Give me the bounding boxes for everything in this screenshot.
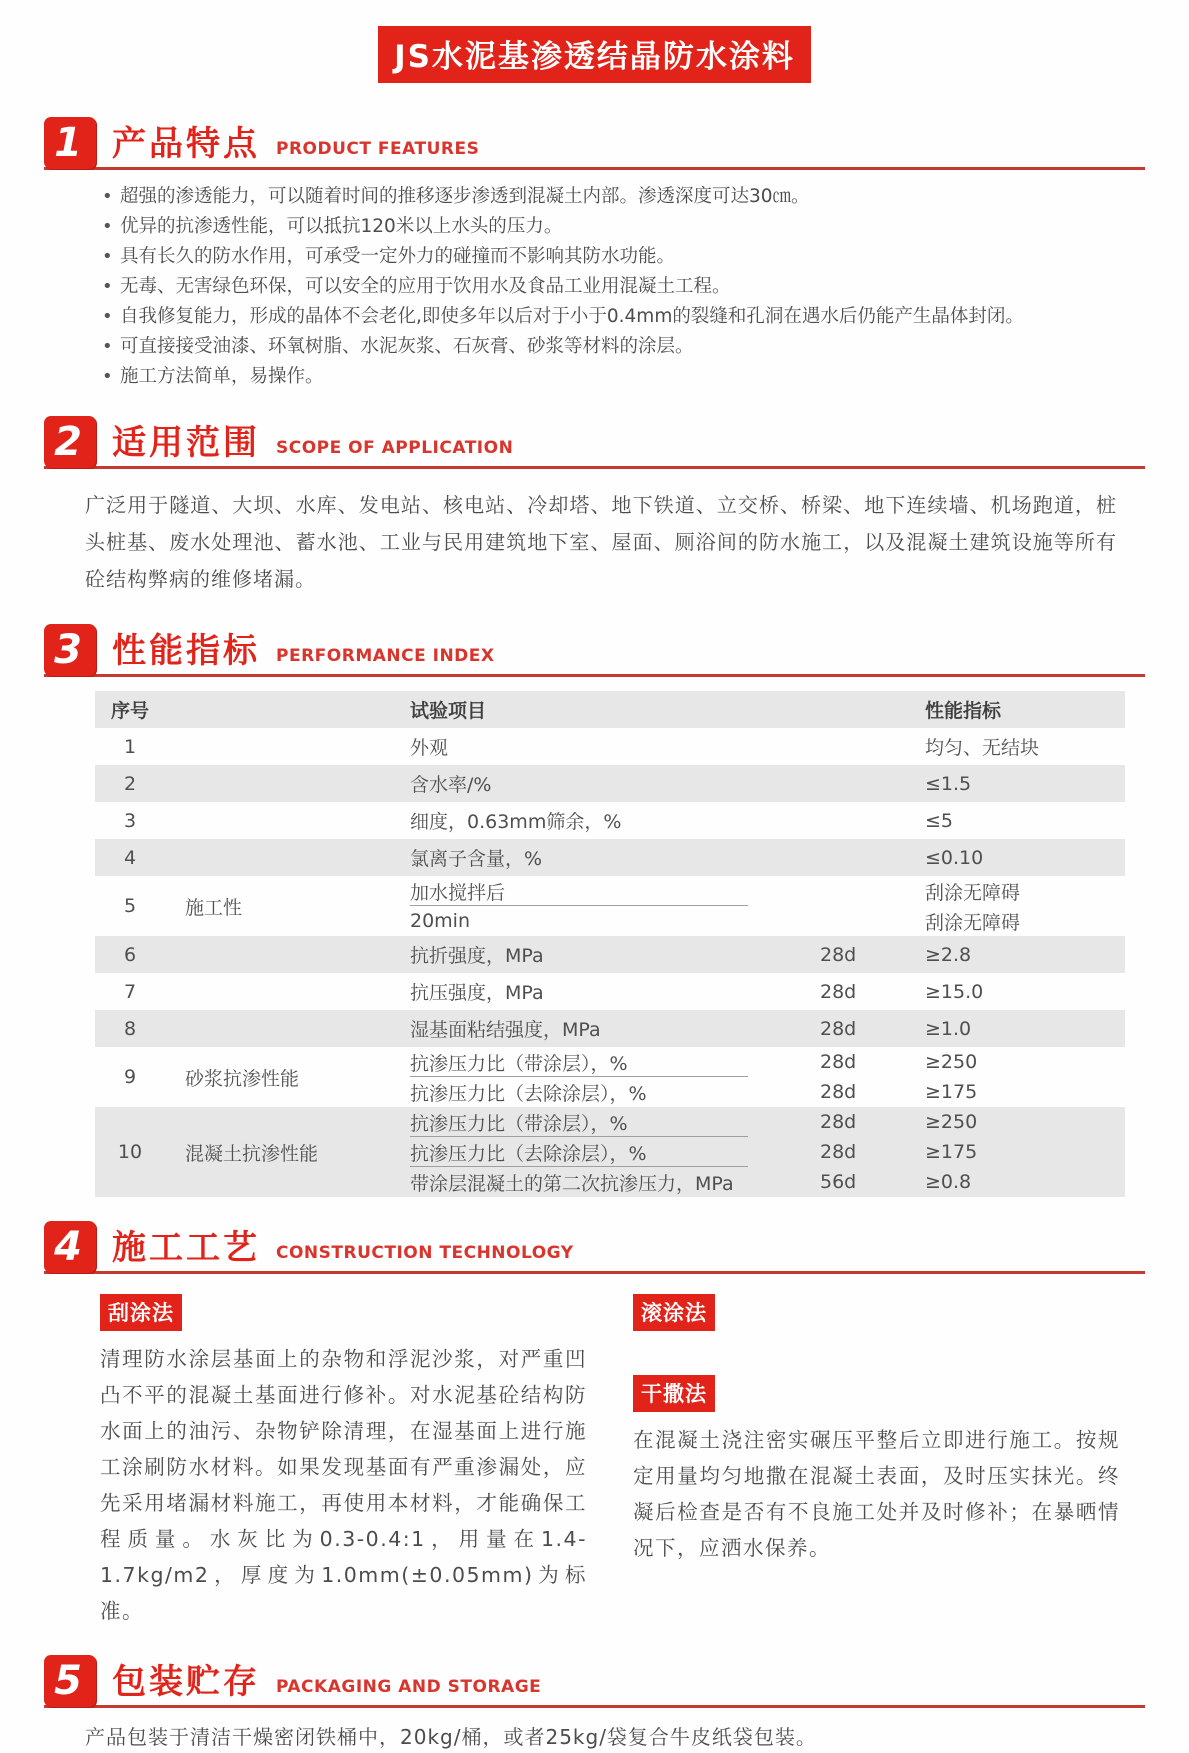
table-row bbox=[95, 765, 1125, 802]
section-title-scope: 适用范围 bbox=[112, 423, 260, 463]
cell-no: 2 bbox=[95, 765, 165, 802]
cell-age: 28d bbox=[820, 980, 857, 1003]
cell-val: 刮涂无障碍 bbox=[925, 881, 1021, 904]
cell-age bbox=[820, 802, 925, 839]
method-scrape-text: 清理防水涂层基面上的杂物和浮泥沙浆，对严重凹凸不平的混凝土基面进行修补。对水泥基砼结构防水面上的油污、杂物铲除清理，在湿基面上进行施工涂刷防水材料。如果发现基面有严重渗漏处，应先采用堵漏材料施工，再使用本材料，才能确保工程质量。水灰比为0.3-0.4:1，用量在1.4-1.7kg/m2，厚度为1.0mm(±0.05mm)为标准。 bbox=[100, 1347, 587, 1623]
cell-val: ≥1.0 bbox=[925, 1010, 1125, 1047]
list-item: • 自我修复能力，形成的晶体不会老化,即使多年以后对于小于0.4mm的裂缝和孔洞在遇水后仍能产生晶体封闭。 bbox=[100, 302, 1145, 332]
table-row bbox=[95, 1010, 1125, 1047]
cell-cat: 混凝土抗渗性能 bbox=[165, 1107, 410, 1197]
cell-age bbox=[820, 765, 925, 802]
col-header-cat bbox=[165, 691, 410, 728]
table-row bbox=[95, 839, 1125, 876]
cell-val: 均匀、无结块 bbox=[925, 737, 1040, 759]
cell-item: 细度，0.63mm筛余，% bbox=[410, 811, 622, 833]
cell-no: 6 bbox=[95, 936, 165, 973]
cell-cat bbox=[165, 728, 410, 765]
cell-val: ≥250 bbox=[925, 1051, 978, 1073]
table-row-group bbox=[95, 1107, 1125, 1137]
cell-item: 外观 bbox=[410, 737, 449, 759]
section-subtitle-packaging: PACKAGING AND STORAGE bbox=[276, 1677, 542, 1697]
cell-age: 56d bbox=[820, 1167, 925, 1197]
method-badge-scrape: 刮涂法 bbox=[100, 1294, 182, 1331]
method-badge-dry: 干撒法 bbox=[633, 1375, 715, 1412]
cell-age bbox=[820, 839, 925, 876]
cell-cat bbox=[165, 973, 410, 1010]
construction-methods bbox=[100, 1294, 1145, 1629]
cell-no: 9 bbox=[123, 1066, 137, 1088]
cell-age bbox=[820, 876, 925, 906]
datasheet-page bbox=[0, 26, 1189, 1753]
table-row bbox=[95, 973, 1125, 1010]
cell-val: ≥2.8 bbox=[925, 936, 1125, 973]
cell-val: ≤0.10 bbox=[925, 839, 1125, 876]
cell-item: 氯离子含量，% bbox=[410, 839, 820, 876]
cell-no: 10 bbox=[95, 1107, 165, 1197]
cell-item: 抗折强度，MPa bbox=[410, 936, 820, 973]
cell-val: 刮涂无障碍 bbox=[925, 911, 1021, 934]
section-header-construction bbox=[44, 1221, 1145, 1274]
cell-cat bbox=[165, 936, 410, 973]
list-item: • 超强的渗透能力，可以随着时间的推移逐步渗透到混凝土内部。渗透深度可达30㎝。 bbox=[100, 182, 1145, 212]
method-scrape-coating bbox=[100, 1294, 587, 1629]
cell-val: ≤5 bbox=[925, 809, 954, 832]
list-item: • 具有长久的防水作用，可承受一定外力的碰撞而不影响其防水功能。 bbox=[100, 242, 1145, 272]
cell-cat: 砂浆抗渗性能 bbox=[185, 1067, 300, 1090]
packaging-paragraph: 产品包装于清洁干燥密闭铁桶中，20kg/桶，或者25kg/袋复合牛皮纸袋包装。 bbox=[85, 1725, 817, 1749]
cell-no: 1 bbox=[123, 735, 137, 758]
list-item: • 优异的抗渗透性能，可以抵抗120米以上水头的压力。 bbox=[100, 212, 1145, 242]
section-title-packaging: 包装贮存 bbox=[112, 1662, 260, 1702]
section-number-3: 3 bbox=[44, 624, 96, 676]
cell-item: 抗压强度，MPa bbox=[410, 982, 544, 1004]
cell-age: 28d bbox=[820, 1137, 925, 1167]
cell-age bbox=[820, 906, 925, 936]
cell-item: 抗渗压力比（去除涂层），% bbox=[410, 1137, 820, 1167]
section-number-1: 1 bbox=[44, 117, 96, 169]
section-header-features bbox=[44, 117, 1145, 170]
cell-no: 8 bbox=[95, 1010, 165, 1047]
section-number-5: 5 bbox=[44, 1655, 96, 1707]
cell-no: 3 bbox=[123, 809, 137, 832]
cell-age bbox=[820, 728, 925, 765]
list-item: • 可直接接受油漆、环氧树脂、水泥灰浆、石灰膏、砂浆等材料的涂层。 bbox=[100, 332, 1145, 362]
table-header-row bbox=[95, 691, 1125, 728]
product-title-banner bbox=[378, 26, 811, 83]
product-title: JS水泥基渗透结晶防水涂料 bbox=[394, 39, 795, 75]
cell-val: ≥175 bbox=[925, 1081, 978, 1103]
cell-no: 7 bbox=[123, 980, 137, 1003]
cell-item: 抗渗压力比（去除涂层），% bbox=[410, 1082, 647, 1105]
table-row-group bbox=[95, 1047, 1125, 1077]
col-header-no: 序号 bbox=[95, 691, 165, 728]
cell-cat bbox=[165, 1010, 410, 1047]
cell-val: ≥15.0 bbox=[925, 980, 984, 1003]
cell-val: ≥0.8 bbox=[925, 1167, 1125, 1197]
cell-age: 28d bbox=[820, 1081, 857, 1103]
col-header-item: 试验项目 bbox=[410, 691, 820, 728]
section-header-performance bbox=[44, 624, 1145, 677]
spacer bbox=[633, 1331, 1120, 1375]
section-title-features: 产品特点 bbox=[112, 124, 260, 164]
section-title-performance: 性能指标 bbox=[112, 631, 260, 671]
cell-age: 28d bbox=[820, 1010, 925, 1047]
section-number-2: 2 bbox=[44, 416, 96, 468]
method-column-right bbox=[633, 1294, 1120, 1629]
list-item: • 施工方法简单，易操作。 bbox=[100, 362, 1145, 392]
col-header-index: 性能指标 bbox=[925, 691, 1125, 728]
cell-item: 加水搅拌后 bbox=[410, 876, 820, 906]
cell-val: ≤1.5 bbox=[925, 765, 1125, 802]
cell-item: 含水率/% bbox=[410, 765, 820, 802]
section-title-construction: 施工工艺 bbox=[112, 1228, 260, 1268]
cell-val: ≥250 bbox=[925, 1107, 1125, 1137]
cell-item: 带涂层混凝土的第二次抗渗压力，MPa bbox=[410, 1167, 820, 1197]
method-badge-roll: 滚涂法 bbox=[633, 1294, 715, 1331]
cell-item: 20min bbox=[410, 910, 471, 932]
cell-cat bbox=[165, 802, 410, 839]
section-header-scope bbox=[44, 416, 1145, 469]
method-dry-text: 在混凝土浇注密实碾压平整后立即进行施工。按规定用量均匀地撒在混凝土表面，及时压实抹光。终凝后检查是否有不良施工处并及时修补；在暴晒情况下，应洒水保养。 bbox=[633, 1428, 1120, 1560]
table-row bbox=[95, 936, 1125, 973]
list-item: • 无毒、无害绿色环保，可以安全的应用于饮用水及食品工业用混凝土工程。 bbox=[100, 272, 1145, 302]
cell-age: 28d bbox=[820, 1107, 925, 1137]
cell-no: 4 bbox=[95, 839, 165, 876]
cell-no: 5 bbox=[123, 895, 137, 917]
section-number-4: 4 bbox=[44, 1221, 96, 1273]
table-row bbox=[95, 802, 1125, 839]
table-row-group bbox=[95, 876, 1125, 906]
section-subtitle-scope: SCOPE OF APPLICATION bbox=[276, 438, 514, 458]
cell-cat bbox=[165, 839, 410, 876]
cell-item: 抗渗压力比（带涂层），% bbox=[410, 1107, 820, 1137]
cell-cat bbox=[165, 765, 410, 802]
table-row bbox=[95, 728, 1125, 765]
section-subtitle-features: PRODUCT FEATURES bbox=[276, 139, 480, 159]
performance-table bbox=[95, 691, 1125, 1197]
cell-item: 抗渗压力比（带涂层），% bbox=[410, 1047, 820, 1077]
cell-cat: 施工性 bbox=[185, 896, 243, 919]
cell-item: 湿基面粘结强度，MPa bbox=[410, 1010, 820, 1047]
cell-val: ≥175 bbox=[925, 1137, 1125, 1167]
feature-list bbox=[100, 182, 1145, 392]
section-subtitle-performance: PERFORMANCE INDEX bbox=[276, 646, 495, 666]
section-subtitle-construction: CONSTRUCTION TECHNOLOGY bbox=[276, 1243, 574, 1263]
col-header-age bbox=[820, 691, 925, 728]
scope-paragraph: 广泛用于隧道、大坝、水库、发电站、核电站、冷却塔、地下铁道、立交桥、桥梁、地下连续墙、机场跑道，桩头桩基、废水处理池、蓄水池、工业与民用建筑地下室、屋面、厕浴间的防水施工，以及混凝土建筑设施等所有砼结构弊病的维修堵漏。 bbox=[85, 493, 1117, 591]
cell-age: 28d bbox=[820, 936, 925, 973]
section-header-packaging bbox=[44, 1655, 1145, 1708]
cell-age: 28d bbox=[820, 1051, 857, 1073]
